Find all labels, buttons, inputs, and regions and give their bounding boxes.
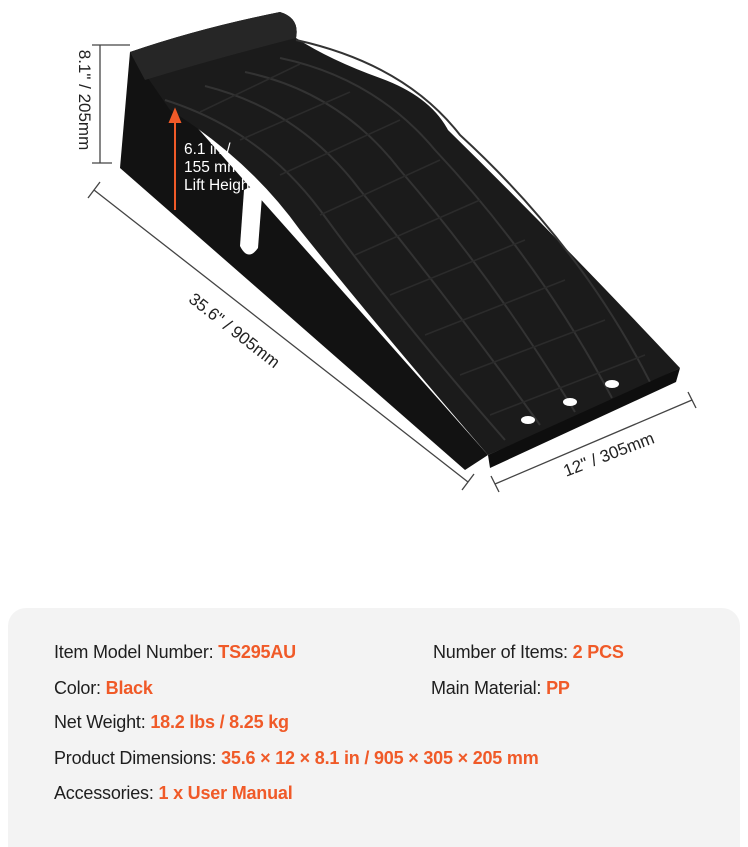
spec-value: TS295AU [218,642,296,662]
spec-number-of-items [433,642,624,663]
spec-label: Product Dimensions: [54,748,217,768]
spec-accessories [54,783,293,804]
spec-label: Item Model Number: [54,642,214,662]
spec-net-weight [54,712,289,733]
height-dimension-label: 8.1" / 205mm [75,49,94,151]
spec-value: 35.6 × 12 × 8.1 in / 905 × 305 × 205 mm [221,748,539,768]
spec-label: Net Weight: [54,712,146,732]
spec-label: Number of Items: [433,642,568,662]
spec-panel [8,608,740,847]
spec-value: Black [105,678,153,698]
spec-value: PP [546,678,570,698]
lift-height-label [184,141,254,195]
lift-height-line-2: 155 mm [184,159,240,176]
spec-color [54,678,153,699]
spec-value: 1 x User Manual [158,783,293,803]
spec-label: Main Material: [431,678,542,698]
length-dimension-label: 35.6" / 905mm [185,289,284,372]
width-dimension-label: 12" / 305mm [560,428,657,481]
spec-main-material [431,678,570,699]
lift-height-line-3: Lift Height [184,177,254,194]
spec-model-number [54,642,296,663]
spec-label: Color: [54,678,101,698]
spec-value: 18.2 lbs / 8.25 kg [150,712,289,732]
lift-height-line-1: 6.1 in / [184,141,231,158]
spec-value: 2 PCS [572,642,624,662]
spec-label: Accessories: [54,783,154,803]
spec-product-dimensions [54,748,539,769]
